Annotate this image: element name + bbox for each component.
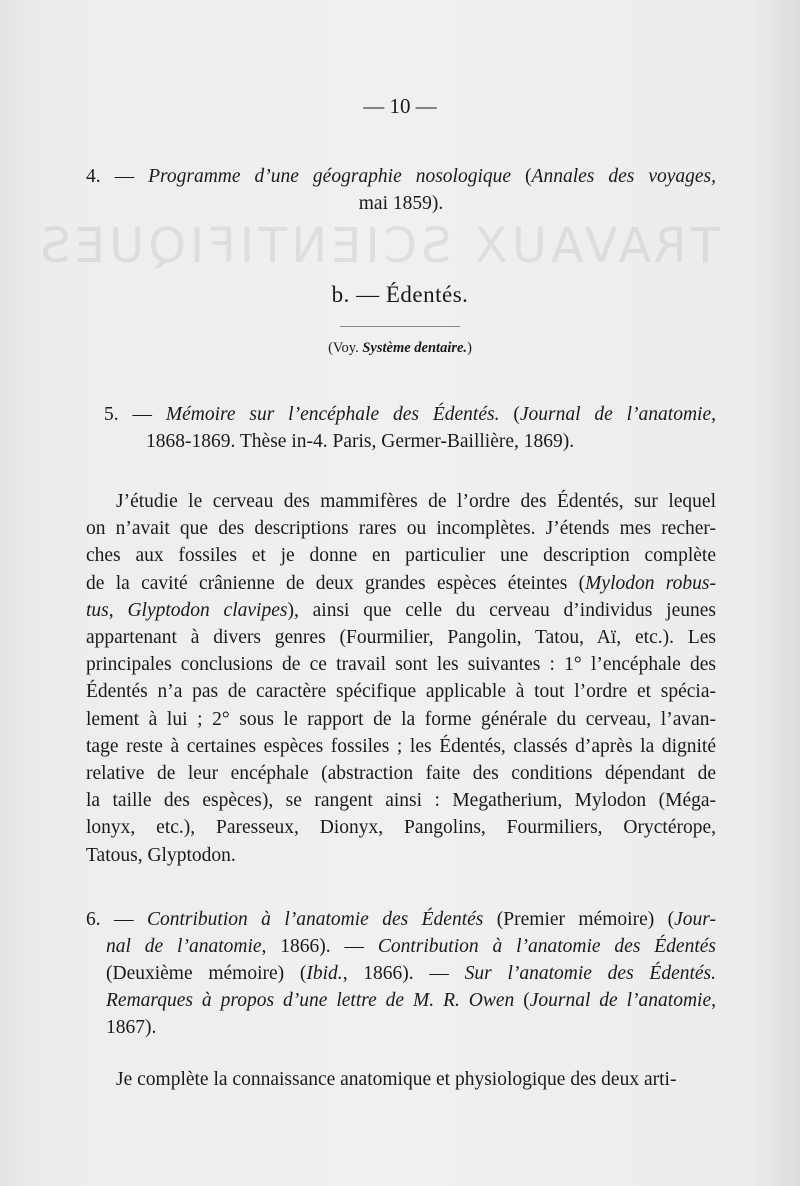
entry-title: Mémoire sur l’encéphale des Édentés. xyxy=(165,404,500,425)
entry-journal: Journal de l’anatomie, xyxy=(519,404,716,425)
page-number: — 10 — xyxy=(363,94,437,118)
entry-title: Contribution à l’anatomie des Édentés xyxy=(146,909,484,930)
entry-title: Programme d’une géographie nosologique xyxy=(148,166,512,187)
cross-reference: (Voy. Système dentaire.) xyxy=(328,340,472,356)
entry-number: 4. xyxy=(86,166,101,187)
entry-number: 6. xyxy=(86,909,101,930)
entry-journal: Annales des voyages, xyxy=(531,166,717,187)
entry-number: 5. xyxy=(104,404,119,425)
entry-publication: 1868-1869. Thèse in-4. Paris, Germer-Baillière, 1869). xyxy=(146,431,575,452)
entry-date: mai 1859). xyxy=(358,193,444,214)
bleed-through-text: TRAVAUX SCIENTIFIQUES xyxy=(36,218,720,274)
bibliography-entry-5: 5. — Mémoire sur l’encéphale des Édentés. (Journal de l’anatomie, 1868-1869. Thèse in-4. Paris, Germer-Baillière, 1869). xyxy=(104,401,716,455)
paragraph-edentes-brain: J’étudie le cerveau des mammifères de l’ordre des Édentés, sur lequel on n’avait que des descriptions rares ou incomplètes. J’étends mes recher- ches aux fossiles et je donne en particulier une description complète de la cavité crânienne de deux grandes espèces éteintes (Mylodon robus- tus, Glyptodon clavipes), ainsi que celle du cerveau d’individus jeunes appartenant à divers genres (Fourmilier, Pangolin, Tatou, Aï, etc.). Les principales conclusions de ce travail sont les suivantes : 1° l’encéphale des Édentés n’a pas de caractère spécifique applicable à tout l’ordre et spécia- lement à lui ; 2° sous le rapport de la forme générale du cerveau, l’avan- tage reste à certaines espèces fossiles ; les Édentés, classés d’après la dignité relative de leur encéphale (abstraction faite des conditions dépendant de la taille des espèces), se rangent ainsi : Megatherium, Mylodon (Méga- lonyx, etc.), Paresseux, Dionyx, Pangolins, Fourmiliers, Oryctérope, Tatous, Glyptodon. xyxy=(86,491,716,866)
divider xyxy=(340,326,460,327)
bibliography-entry-4: 4. — Programme d’une géographie nosologique (Annales des voyages, mai 1859). xyxy=(86,163,716,217)
bibliography-entry-6: 6. — Contribution à l’anatomie des Édentés (Premier mémoire) (Jour- nal de l’anatomie, 1866). — Contribution à l’anatomie des Édentés (Deuxième mémoire) (Ibid., 1866). — Sur l’anatomie des Édentés. Remarques à propos d’une lettre de M. R. Owen (Journal de l’anatomie, 1867). xyxy=(86,909,717,1038)
paragraph-anatomy: Je complète la connaissance anatomique et physiologique des deux arti- xyxy=(116,1069,677,1090)
section-heading: b. — Édentés. xyxy=(331,282,469,307)
